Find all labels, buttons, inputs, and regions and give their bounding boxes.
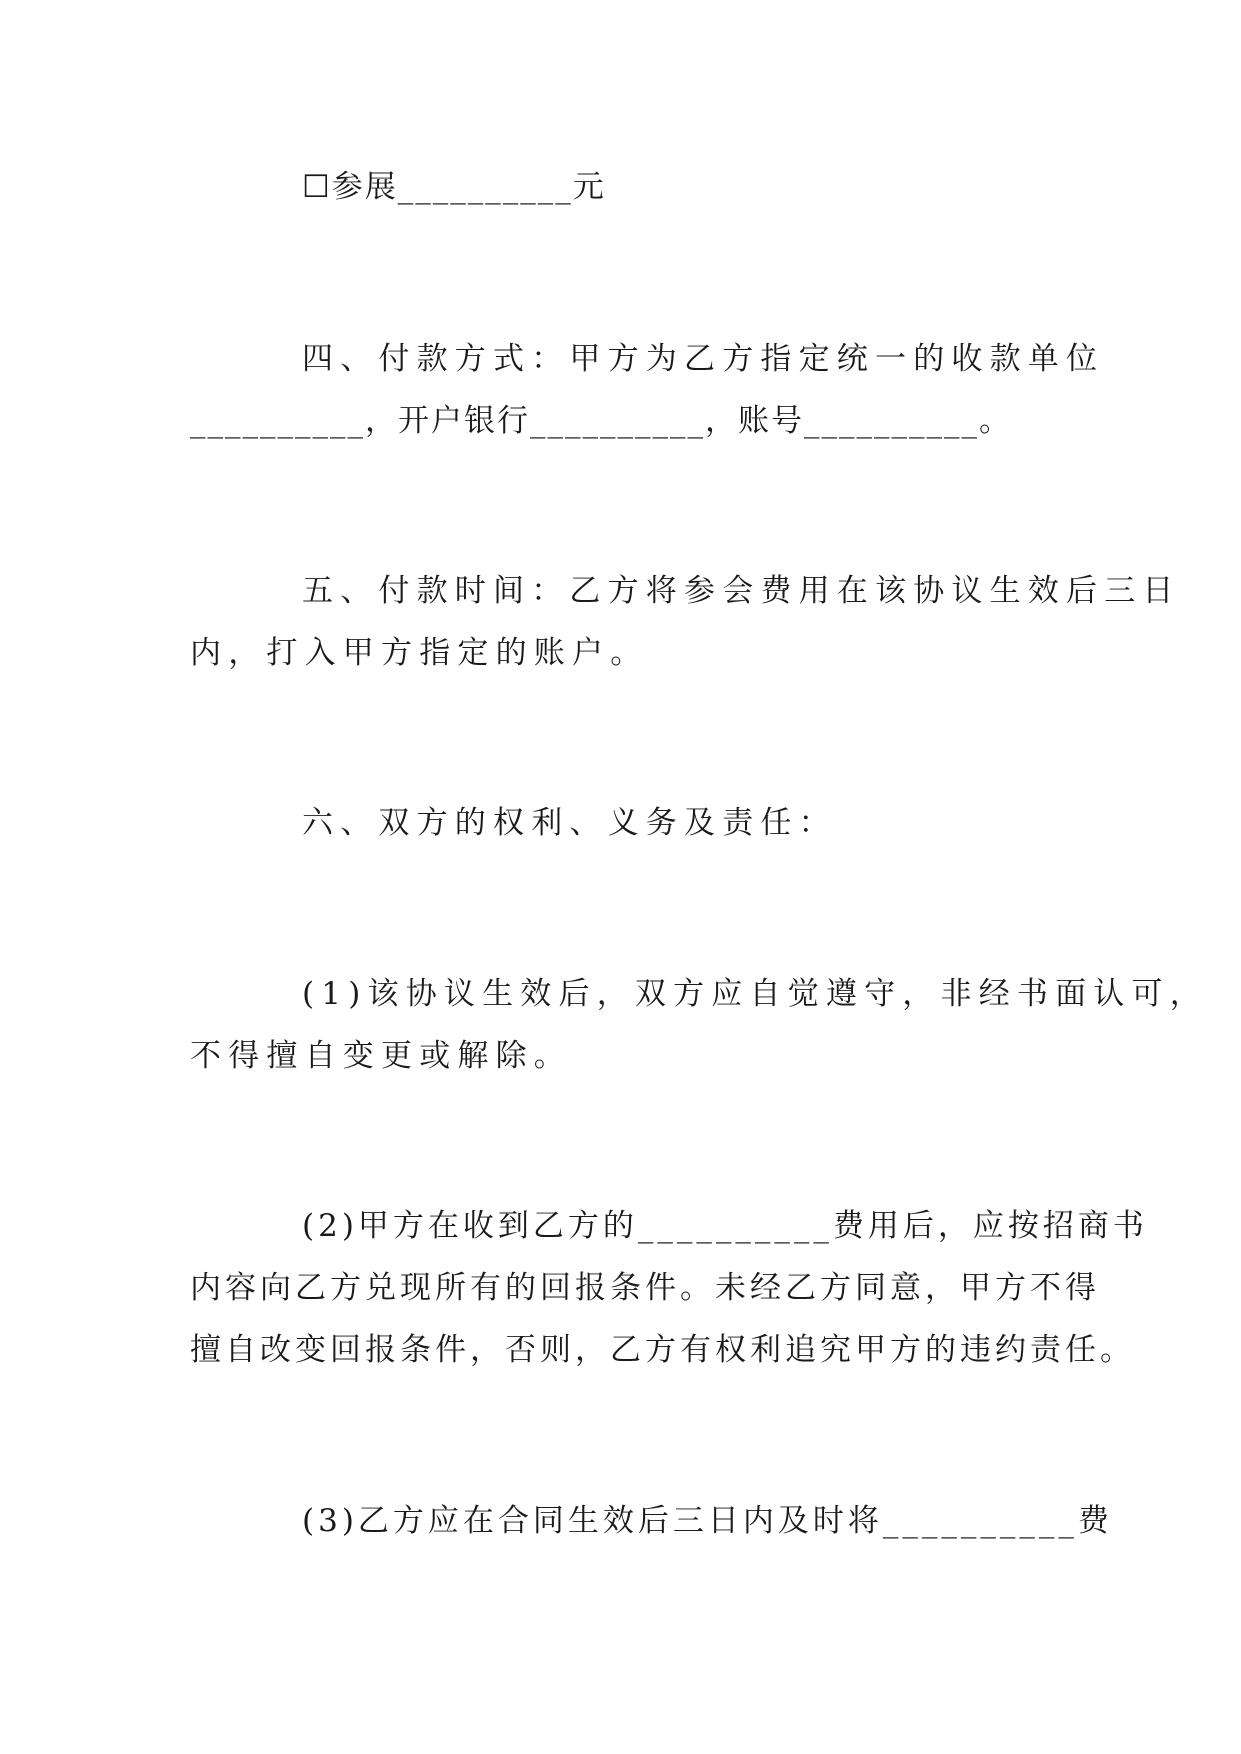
clause-3-line-1: (3)乙方应在合同生效后三日内及时将__________费: [302, 1503, 1113, 1539]
paragraph-payment-time-line-1: 五、付款时间：乙方将参会费用在该协议生效后三日: [302, 573, 1181, 609]
clause-1-line-2: 不得擅自变更或解除。: [190, 1038, 572, 1074]
section-heading-rights-obligations: 六、双方的权利、义务及责任：: [302, 805, 837, 841]
clause-2-line-3: 擅自改变回报条件，否则，乙方有权利追究甲方的违约责任。: [190, 1332, 1135, 1368]
clause-2-line-1: (2)甲方在收到乙方的__________费用后，应按招商书: [302, 1208, 1148, 1244]
paragraph-payment-method-line-2: __________，开户银行__________，账号__________。: [190, 403, 1012, 439]
clause-2-line-2: 内容向乙方兑现所有的回报条件。未经乙方同意，甲方不得: [190, 1270, 1100, 1306]
paragraph-payment-method-line-1: 四、付款方式：甲方为乙方指定统一的收款单位: [302, 341, 1105, 377]
paragraph-payment-time-line-2: 内，打入甲方指定的账户。: [190, 635, 649, 671]
clause-1-line-1: (1)该协议生效后，双方应自觉遵守，非经书面认可，: [302, 976, 1208, 1012]
paragraph-participation-fee: ☐参展__________元: [302, 169, 606, 205]
